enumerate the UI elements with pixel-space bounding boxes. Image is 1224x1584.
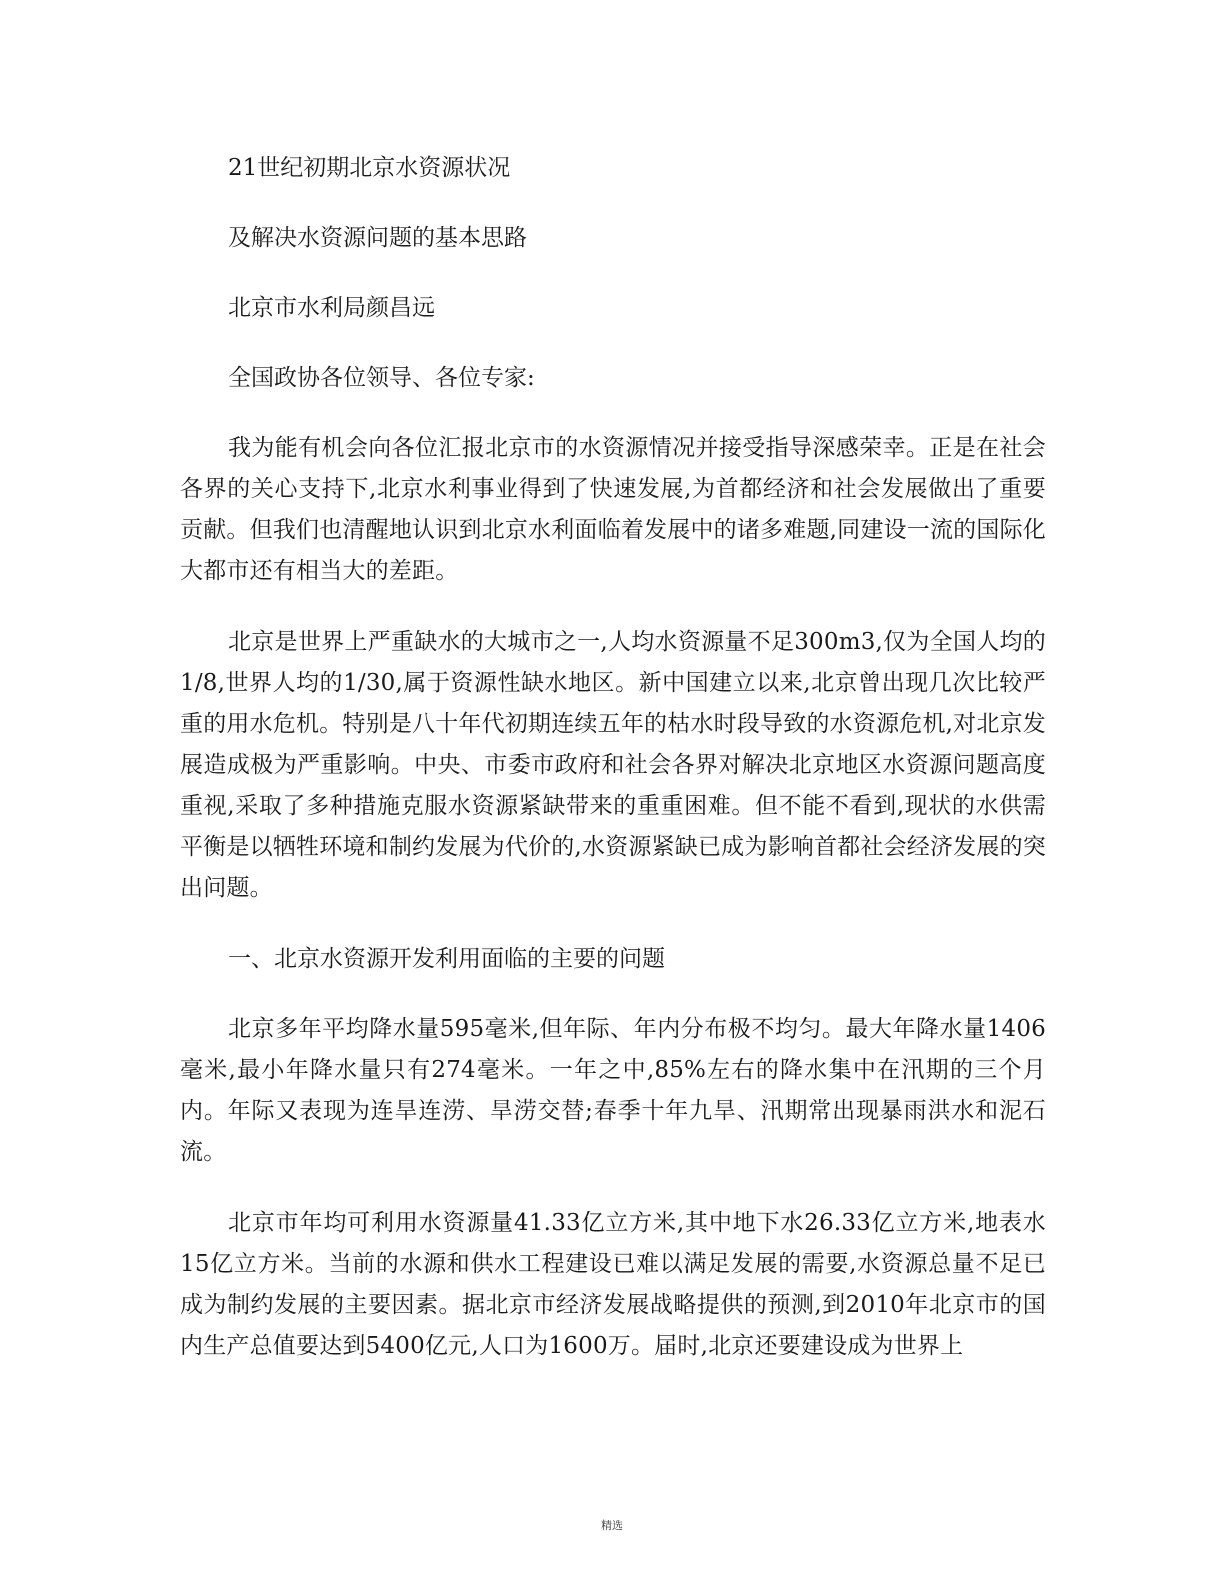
paragraph-intro: 我为能有机会向各位汇报北京市的水资源情况并接受指导深感荣幸。正是在社会各界的关心支持下,北京水利事业得到了快速发展,为首都经济和社会发展做出了重要贡献。但我们也清醒地认识到北京水利面临着发展中的诸多难题,同建设一流的国际化大都市还有相当大的差距。 [180,435,1046,584]
paragraph-precipitation: 北京多年平均降水量595毫米,但年际、年内分布极不均匀。最大年降水量1406毫米,最小年降水量只有274毫米。一年之中,85%左右的降水集中在汛期的三个月内。年际又表现为连旱连涝、旱涝交替;春季十年九旱、汛期常出现暴雨洪水和泥石流。 [180,1016,1046,1165]
paragraph-water-resources: 北京市年均可利用水资源量41.33亿立方米,其中地下水26.33亿立方米,地表水15亿立方米。当前的水源和供水工程建设已难以满足发展的需要,水资源总量不足已成为制约发展的主要因素。据北京市经济发展战略提供的预测,到2010年北京市的国内生产总值要达到5400亿元,人口为1600万。届时,北京还要建设成为世界上 [180,1210,1046,1359]
document-title-line-2: 及解决水资源问题的基本思路 [228,225,527,251]
document-body [180,148,1046,1397]
page-footer: 精选 [601,1519,623,1532]
section-heading: 一、北京水资源开发利用面临的主要的问题 [228,946,665,972]
document-author: 北京市水利局颜昌远 [228,295,435,321]
document-title-line-1: 21世纪初期北京水资源状况 [228,155,511,181]
document-salutation: 全国政协各位领导、各位专家: [228,365,535,391]
paragraph-water-shortage: 北京是世界上严重缺水的大城市之一,人均水资源量不足300m3,仅为全国人均的1/8,世界人均的1/30,属于资源性缺水地区。新中国建立以来,北京曾出现几次比较严重的用水危机。特别是八十年代初期连续五年的枯水时段导致的水资源危机,对北京发展造成极为严重影响。中央、市委市政府和社会各界对解决北京地区水资源问题高度重视,采取了多种措施克服水资源紧缺带来的重重困难。但不能不看到,现状的水供需平衡是以牺牲环境和制约发展为代价的,水资源紧缺已成为影响首都社会经济发展的突出问题。 [180,629,1046,901]
